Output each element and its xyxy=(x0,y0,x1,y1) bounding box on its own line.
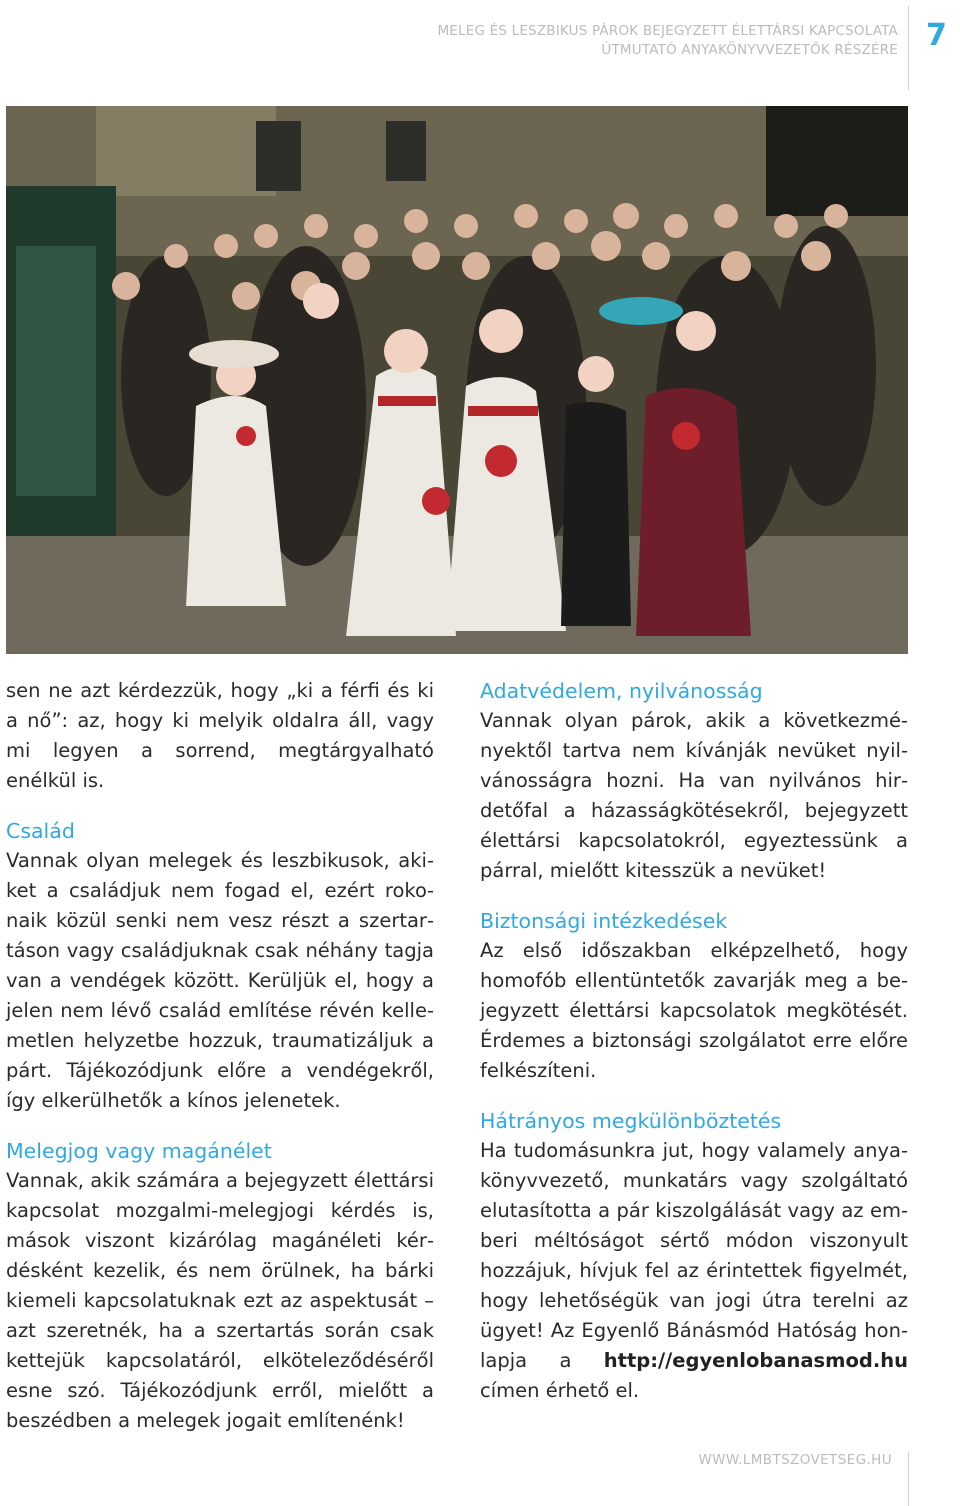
body-text-before-link: Ha tudomásunkra jut, hogy valamely anyakönyvvezető, munkatárs vagy szolgáltató elutasította a pár kiszolgálását vagy az emberi méltóságot sértő módon viszonyult hozzájuk, hívjuk fel az érintettek figyelmét, hogy lehetőségük van jogi útra terelni az ügyet! Az Egyenlő Bánásmód Hatóság honlapja a xyxy=(480,1139,908,1372)
section-body-biztonsag: Az első időszakban elképzelhető, hogy homofób ellentüntetők zavarják meg a bejegyzett élettársi kapcsolatok megkötését. Érdemes a biztonsági szolgálatot erre előre felkészíteni. xyxy=(480,939,908,1082)
footer-url: WWW.LMBTSZOVETSEG.HU xyxy=(698,1452,892,1468)
photo-illustration xyxy=(6,106,908,654)
header-subtitle: ÚTMUTATÓ ANYAKÖNYVVEZETŐK RÉSZÉRE xyxy=(601,42,898,58)
right-column xyxy=(480,676,908,1406)
authority-website-link[interactable]: http://egyenlobanasmod.hu xyxy=(603,1349,908,1372)
section-body-adatvedelem: Vannak olyan párok, akik a következményektől tartva nem kívánják nevüket nyilvánosságra hozni. Ha van nyilvános hirdetőfal a házasságkötésekről, bejegyzett élettársi kapcsolatokról, egyeztessünk a párral, mielőtt kitesszük a nevüket! xyxy=(480,709,908,882)
header-divider xyxy=(908,6,909,90)
body-text-after-link: címen érhető el. xyxy=(480,1379,640,1402)
wedding-group-photo xyxy=(6,106,908,654)
page-number: 7 xyxy=(926,18,947,53)
section-body-melegjog: Vannak, akik számára a bejegyzett élettársi kapcsolat mozgalmi-melegjogi kérdés is, mások viszont kizárólag magánéleti kérdésként kezelik, és nem örülnek, ha bárki kiemeli kapcsolatuknak ezt az aspektusát – azt szeretnék, ha a szertartás során csak kettejük kapcsolatáról, elköteleződéséről esne szó. Tájékozódjunk erről, mielőtt a beszédben a melegek jogait említenénk! xyxy=(6,1169,434,1432)
section-title-adatvedelem: Adatvédelem, nyilvánosság xyxy=(480,679,763,703)
running-header xyxy=(437,22,898,60)
section-title-biztonsag: Biztonsági intézkedések xyxy=(480,909,728,933)
section-title-melegjog: Melegjog vagy magánélet xyxy=(6,1139,272,1163)
left-column xyxy=(6,676,434,1436)
section-title-hatranyos: Hátrányos megkülönböztetés xyxy=(480,1109,782,1133)
intro-paragraph: sen ne azt kérdezzük, hogy „ki a férfi és ki a nő”: az, hogy ki melyik oldalra áll, vagy mi legyen a sorrend, megtárgyalható enélkül is. xyxy=(6,679,434,792)
section-body-csalad: Vannak olyan melegek és leszbikusok, akiket a családjuk nem fogad el, ezért rokonaik közül senki nem vesz részt a szertartáson vagy családjuknak csak néhány tagja van a vendégek között. Kerüljük el, hogy a jelen nem lévő család említése révén kellemetlen helyzetbe hozzuk, traumatizáljuk a párt. Tájékozódjunk előre a vendégekről, így elkerülhetők a kínos jelenetek. xyxy=(6,849,434,1112)
section-title-csalad: Család xyxy=(6,819,75,843)
section-body-hatranyos xyxy=(480,1136,908,1406)
header-title: MELEG ÉS LESZBIKUS PÁROK BEJEGYZETT ÉLETTÁRSI KAPCSOLATA xyxy=(437,23,898,39)
footer-divider xyxy=(908,1452,909,1506)
